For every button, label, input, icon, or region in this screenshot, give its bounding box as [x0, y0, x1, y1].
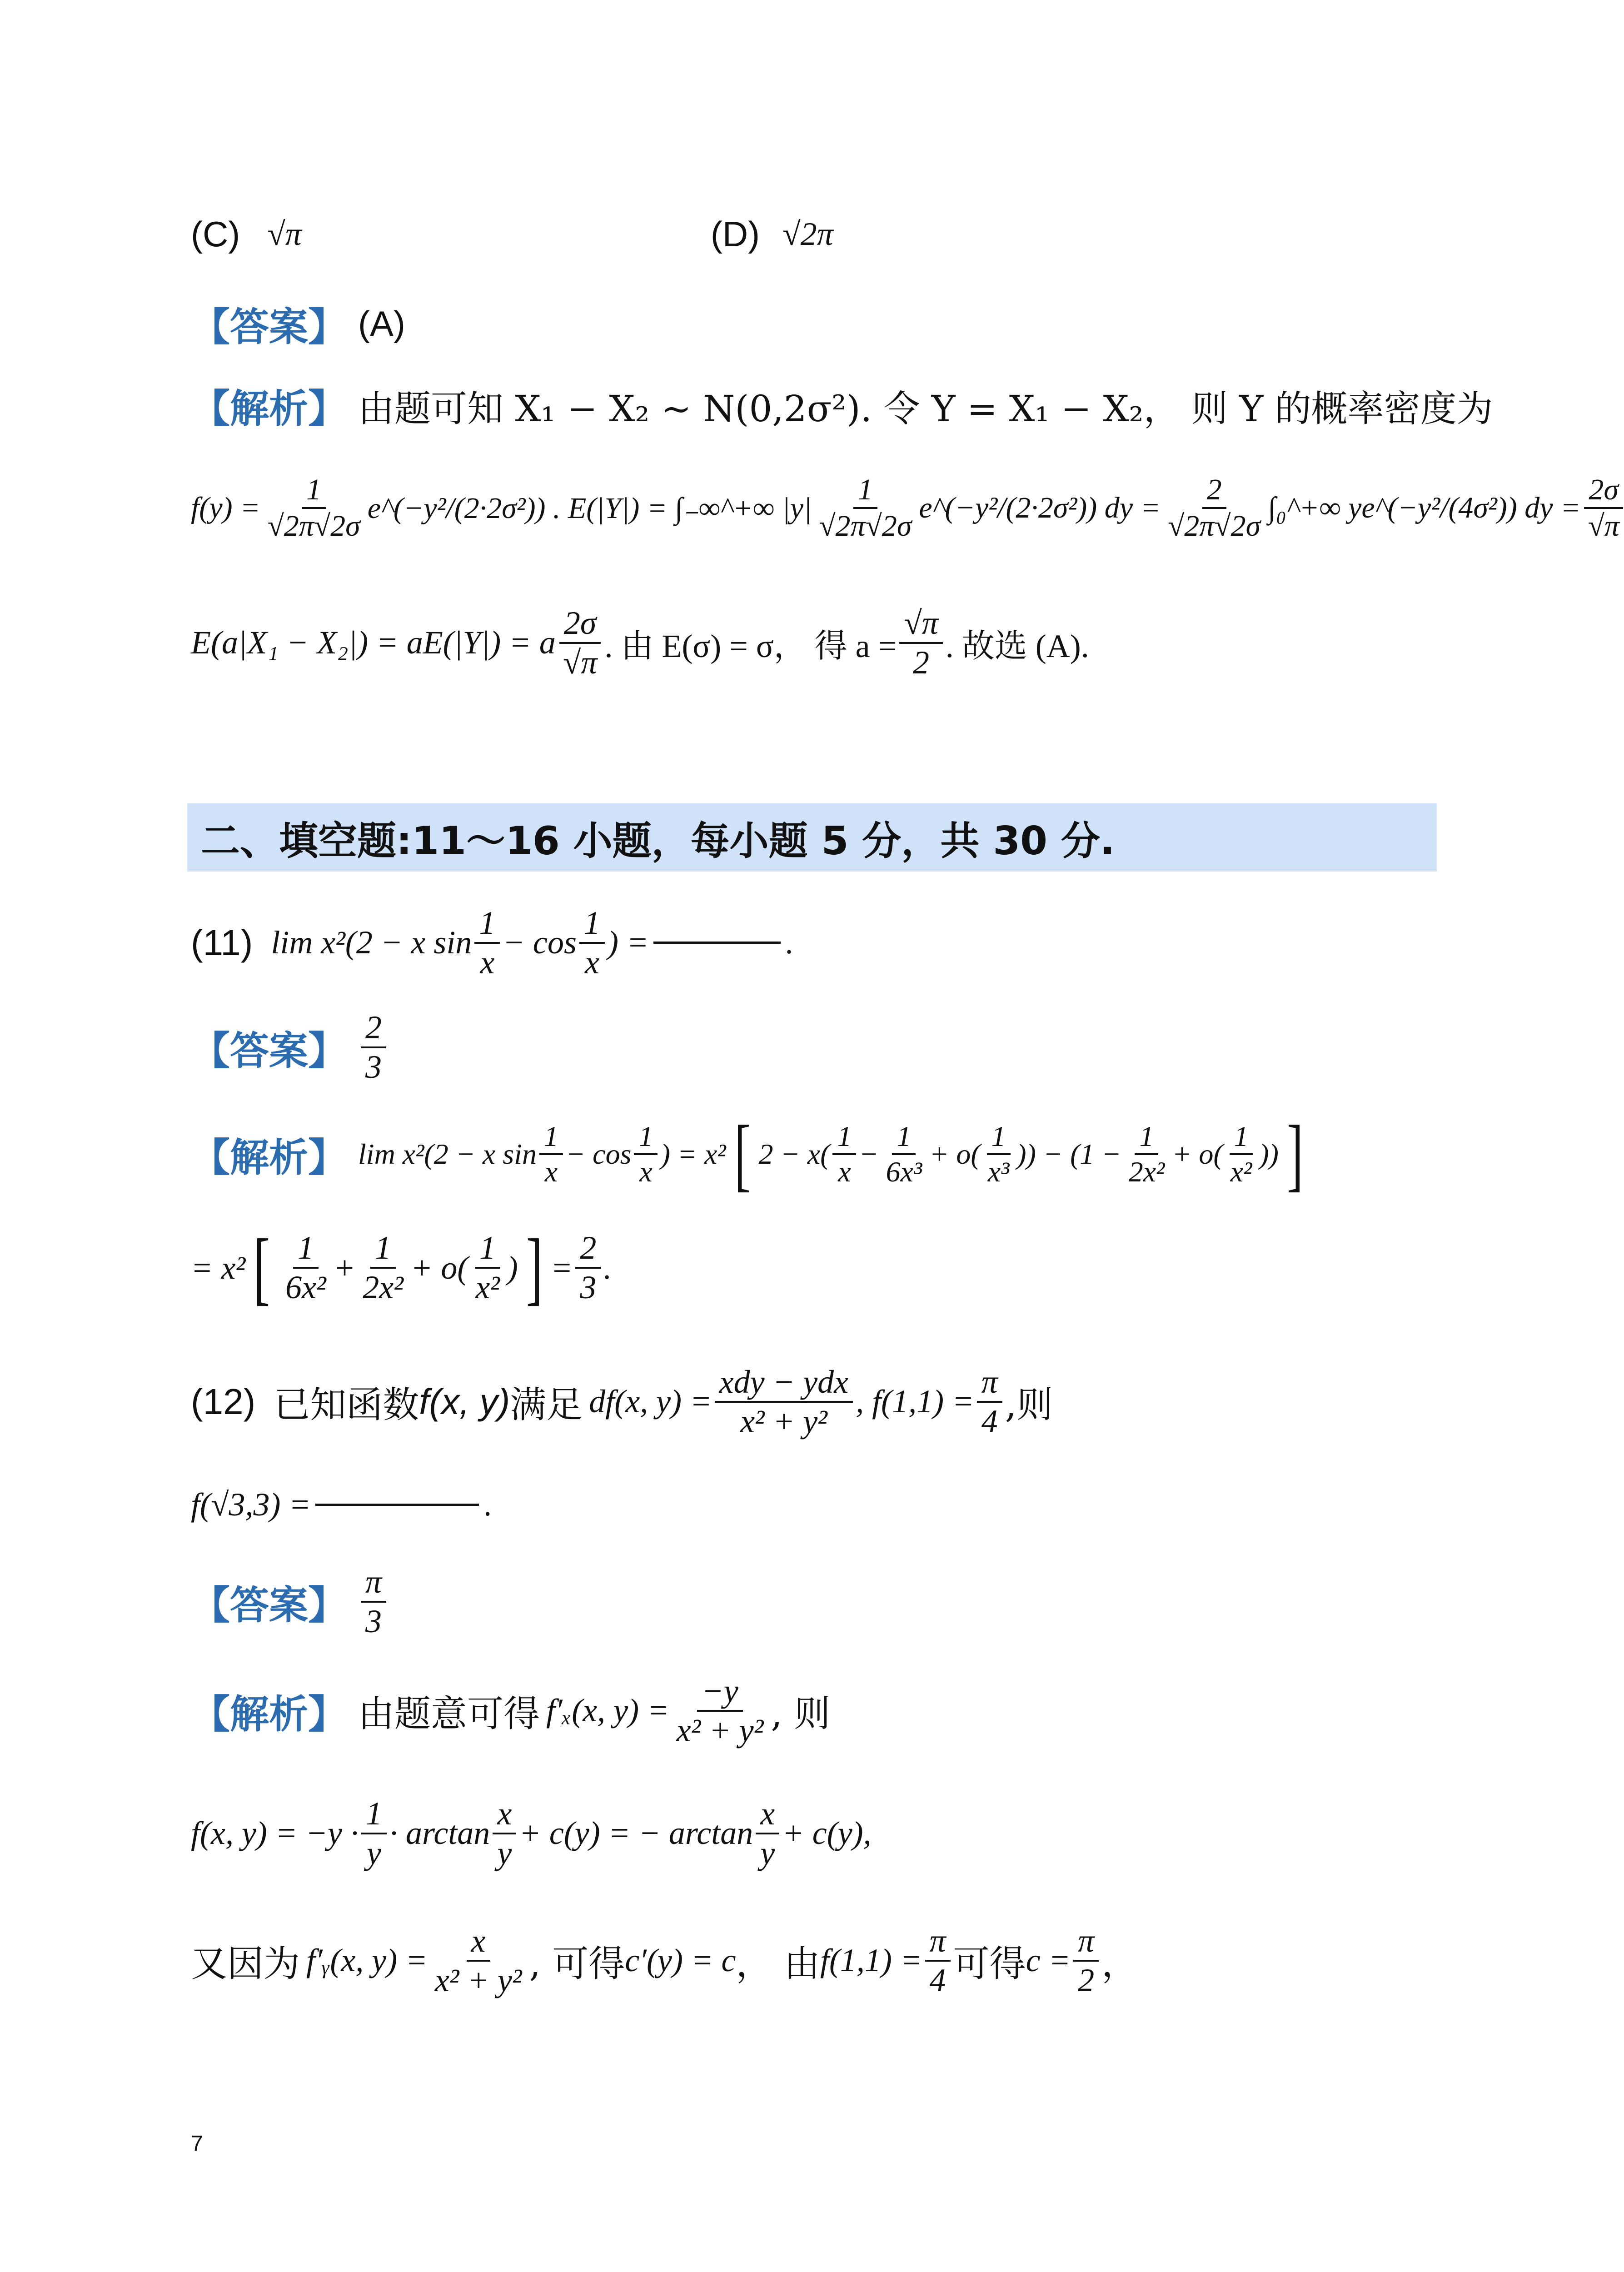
formula-part: e^(−y²/(2·2σ²)) dy =	[919, 491, 1161, 524]
numerator: π	[361, 1563, 386, 1603]
formula-part: f(√3,3) =	[191, 1486, 311, 1523]
formula-part: ∫₀^+∞ ye^(−y²/(4σ²)) dy =	[1268, 491, 1581, 524]
analysis-text: 又因为	[191, 1943, 300, 1985]
fraction	[1226, 1120, 1257, 1188]
numerator: 1	[293, 1229, 319, 1269]
formula-part: +	[333, 1249, 356, 1286]
formula-part: + c(y) = − arctan	[519, 1815, 753, 1852]
page-number: 7	[191, 2132, 203, 2156]
numerator: x	[467, 1922, 490, 1962]
q10-analysis-line1	[191, 377, 1493, 433]
formula-part: .	[603, 1249, 612, 1286]
period: .	[785, 924, 793, 961]
denominator: √2π√2σ	[1168, 509, 1261, 543]
formula-part: − cos	[565, 1138, 632, 1170]
analysis-text: , 则	[771, 1693, 831, 1735]
analysis-text: 由题可知 X₁ − X₂ ~ N(0,2σ²). 令 Y = X₁ − X₂， 则 Y 的概率密度为	[358, 387, 1493, 430]
fraction	[358, 1229, 408, 1306]
numerator: 1	[475, 1229, 500, 1269]
denominator: √π	[563, 644, 598, 681]
numerator: x	[493, 1795, 516, 1834]
formula-part: )	[507, 1249, 518, 1286]
denominator: x² + y²	[676, 1712, 764, 1749]
formula-part: lim x²(2 − x sin	[271, 924, 472, 961]
formula-part: ) =	[607, 924, 649, 961]
answer-fraction	[361, 1563, 386, 1640]
fraction	[1163, 473, 1265, 543]
formula-part: 2 − x(	[758, 1138, 830, 1170]
denominator: x	[544, 1156, 558, 1188]
answer-tag: 【答案】	[191, 304, 347, 350]
formula-part: + o(	[410, 1249, 468, 1286]
fraction	[899, 604, 943, 682]
fraction	[882, 1120, 927, 1188]
formula-part: ) = x²	[660, 1138, 726, 1170]
fraction	[558, 604, 602, 682]
q10-analysis-line2	[191, 473, 1619, 543]
formula-part: f′ₓ(x, y) =	[546, 1692, 669, 1729]
denominator: x	[838, 1156, 851, 1188]
formula-part: · arctan	[389, 1815, 490, 1852]
choices-row	[191, 214, 1443, 255]
question-number: (12)	[191, 1381, 256, 1422]
denominator: x² + y²	[740, 1403, 827, 1440]
denominator: y	[760, 1834, 775, 1871]
section-header	[187, 803, 1437, 872]
q11-answer	[191, 1009, 1443, 1086]
answer-blank[interactable]	[653, 942, 781, 944]
denominator: x	[585, 944, 599, 981]
denominator: 3	[365, 1048, 382, 1085]
stem-text: 满足	[510, 1384, 583, 1426]
formula-part: −	[859, 1138, 879, 1170]
q11-analysis-line2	[191, 1222, 1443, 1313]
numerator: 1	[539, 1120, 563, 1155]
fraction	[672, 1672, 768, 1749]
bracket-right: ]	[526, 1222, 543, 1313]
fraction	[756, 1795, 779, 1872]
fraction	[361, 1795, 387, 1872]
numerator: π	[925, 1922, 951, 1962]
numerator: x	[756, 1795, 779, 1834]
q10-analysis-line3	[191, 604, 1443, 682]
stem-function: f(x, y)	[419, 1381, 510, 1422]
stem-text: 已知函数	[274, 1384, 419, 1426]
denominator: y	[367, 1834, 381, 1871]
fraction	[474, 904, 500, 982]
numerator: 1	[987, 1120, 1011, 1155]
stem-text: ,则	[1005, 1384, 1053, 1426]
numerator: 1	[361, 1795, 387, 1834]
denominator: 4	[981, 1403, 998, 1440]
fraction	[575, 1229, 601, 1306]
analysis-text: ， 由	[736, 1943, 820, 1985]
q11-analysis-line1	[191, 1109, 1443, 1199]
fraction	[471, 1229, 504, 1306]
denominator: x	[480, 944, 495, 981]
q12-analysis-line2	[191, 1795, 1443, 1872]
fraction	[579, 904, 605, 982]
denominator: x²	[1230, 1156, 1252, 1188]
answer-value: (A)	[358, 303, 405, 344]
denominator: 6x³	[886, 1156, 922, 1188]
formula-part: . 故选 (A).	[945, 628, 1089, 664]
denominator: 4	[929, 1962, 946, 1998]
denominator: x² + y²	[434, 1962, 522, 1998]
numerator: 1	[634, 1120, 658, 1155]
fraction	[832, 1120, 856, 1188]
analysis-text: ，	[1101, 1943, 1138, 1985]
numerator: −y	[697, 1672, 743, 1712]
denominator: 2	[1078, 1962, 1095, 1998]
choice-d-value: √2π	[782, 216, 833, 252]
numerator: π	[977, 1363, 1002, 1403]
formula-part: f′ᵧ(x, y) =	[306, 1942, 428, 1979]
denominator: 2	[913, 644, 929, 681]
formula-part: − cos	[503, 924, 577, 961]
answer-tag: 【答案】	[191, 1582, 347, 1628]
denominator: 6x²	[285, 1269, 326, 1305]
formula-part: f(1,1) =	[820, 1942, 922, 1979]
denominator: 3	[365, 1603, 382, 1639]
analysis-text: , 可得	[529, 1943, 625, 1985]
formula-part: f(x, y) = −y ·	[191, 1815, 359, 1852]
formula-part: df(x, y) =	[589, 1383, 712, 1420]
choice-c-label: (C)	[191, 214, 240, 254]
denominator: x	[639, 1156, 653, 1188]
analysis-text: 由题意可得	[358, 1693, 540, 1735]
denominator: 2x²	[1128, 1156, 1165, 1188]
q12-analysis-line3	[191, 1922, 1443, 1999]
numerator: √π	[899, 604, 943, 644]
numerator: 1	[474, 904, 500, 944]
denominator: √2π√2σ	[819, 509, 912, 543]
numerator: 1	[1135, 1120, 1158, 1155]
numerator: 2	[1202, 473, 1226, 509]
numerator: 1	[579, 904, 605, 944]
q12-answer	[191, 1563, 1443, 1640]
analysis-text: 可得	[953, 1943, 1026, 1985]
formula-part: = x²	[191, 1249, 246, 1286]
fraction	[1584, 473, 1624, 543]
section-title: 二、填空题:11～16 小题，每小题 5 分，共 30 分.	[201, 818, 1115, 864]
formula-part: f(y) =	[191, 491, 260, 524]
numerator: xdy − ydx	[715, 1363, 853, 1403]
numerator: 2σ	[1584, 473, 1623, 509]
fraction	[634, 1120, 658, 1188]
formula-part: . 由 E(σ) = σ， 得 a =	[604, 628, 897, 664]
numerator: 1	[832, 1120, 856, 1155]
fraction	[814, 473, 916, 543]
fraction	[493, 1795, 516, 1872]
fraction	[281, 1229, 331, 1306]
numerator: 2	[575, 1229, 601, 1269]
denominator: x³	[987, 1156, 1010, 1188]
formula-part: e^(−y²/(2·2σ²)) . E(|Y|) = ∫₋∞^+∞ |y|	[367, 491, 812, 525]
numerator: 1	[892, 1120, 916, 1155]
answer-fraction	[361, 1009, 386, 1086]
period: .	[483, 1486, 492, 1523]
fraction	[977, 1363, 1002, 1440]
denominator: 3	[580, 1269, 597, 1305]
numerator: 2σ	[559, 604, 601, 644]
fraction	[430, 1922, 527, 1999]
fraction	[1073, 1922, 1099, 1999]
fraction	[1124, 1120, 1170, 1188]
analysis-tag: 【解析】	[191, 386, 347, 432]
formula-part: c =	[1026, 1942, 1071, 1979]
fraction	[539, 1120, 563, 1188]
bracket-left: [	[734, 1109, 751, 1199]
bracket-left: [	[254, 1222, 270, 1313]
question-number: (11)	[191, 922, 253, 963]
denominator: √2π√2σ	[267, 509, 360, 543]
numerator: 2	[361, 1009, 386, 1048]
q11-stem	[191, 904, 1443, 982]
denominator: y	[497, 1834, 512, 1871]
fraction	[983, 1120, 1014, 1188]
choice-c-value: √π	[267, 216, 302, 252]
formula-part: =	[550, 1249, 573, 1286]
formula-part: )) − (1 −	[1016, 1138, 1121, 1170]
formula-part: , f(1,1) =	[856, 1383, 974, 1420]
numerator: 1	[302, 473, 326, 509]
q12-stem-line1	[191, 1363, 1443, 1440]
formula-part: E(a|X₁ − X₂|) = aE(|Y|) = a	[191, 624, 556, 661]
fraction	[263, 473, 365, 543]
analysis-tag: 【解析】	[191, 1135, 347, 1181]
fraction	[715, 1363, 853, 1440]
answer-tag: 【答案】	[191, 1028, 347, 1074]
numerator: 1	[370, 1229, 396, 1269]
q12-analysis-line1	[191, 1672, 1443, 1749]
formula-part: c′(y) = c	[625, 1942, 736, 1979]
numerator: π	[1073, 1922, 1099, 1962]
formula-part: + c(y),	[782, 1815, 872, 1852]
choice-d-label: (D)	[710, 214, 760, 254]
fraction	[925, 1922, 951, 1999]
formula-part: + o(	[929, 1138, 981, 1170]
denominator: 2x²	[363, 1269, 404, 1305]
formula-part: lim x²(2 − x sin	[358, 1138, 537, 1170]
analysis-tag: 【解析】	[191, 1691, 347, 1737]
bracket-right: ]	[1286, 1109, 1303, 1199]
numerator: 1	[853, 473, 877, 509]
numerator: 1	[1230, 1120, 1253, 1155]
denominator: √π	[1588, 509, 1619, 543]
q12-stem-line2	[191, 1486, 1443, 1524]
answer-blank[interactable]	[315, 1504, 479, 1506]
denominator: x²	[475, 1269, 500, 1305]
formula-part: ))	[1259, 1138, 1279, 1170]
formula-part: + o(	[1172, 1138, 1223, 1170]
q10-answer	[191, 295, 1443, 352]
